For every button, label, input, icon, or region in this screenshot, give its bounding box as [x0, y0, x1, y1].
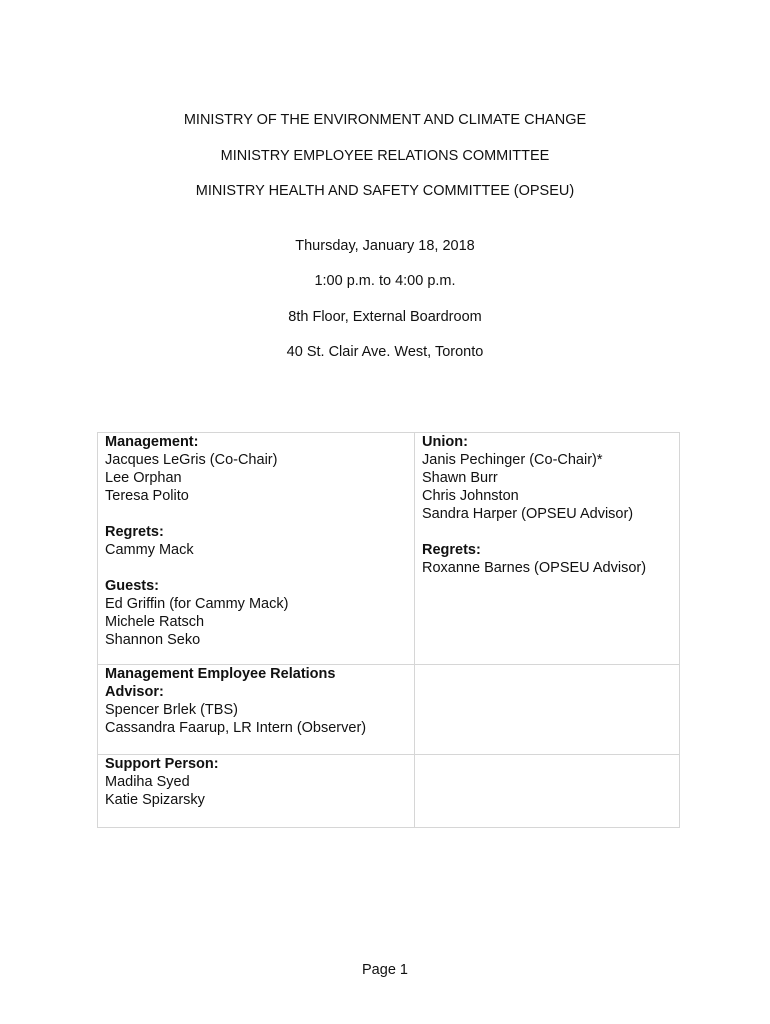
- support-cell: [98, 755, 415, 828]
- empty-cell: [415, 755, 680, 828]
- list-item: Spencer Brlek (TBS): [105, 702, 238, 718]
- meeting-date: Thursday, January 18, 2018: [295, 238, 475, 254]
- advisor-heading-continued: Advisor:: [105, 684, 164, 700]
- list-item: Sandra Harper (OPSEU Advisor): [422, 506, 634, 522]
- list-item: Katie Spizarsky: [105, 792, 205, 808]
- meeting-room: 8th Floor, External Boardroom: [288, 309, 482, 325]
- committee-title-2: MINISTRY HEALTH AND SAFETY COMMITTEE (OPSEU): [195, 183, 575, 199]
- union-regrets-heading: Regrets:: [422, 542, 481, 558]
- list-item: Roxanne Barnes (OPSEU Advisor): [422, 560, 647, 576]
- union-cell: [415, 433, 680, 665]
- meeting-time: 1:00 p.m. to 4:00 p.m.: [314, 273, 456, 289]
- table-row: [98, 755, 680, 828]
- list-item: Madiha Syed: [105, 774, 190, 790]
- management-regrets-heading: Regrets:: [105, 524, 164, 540]
- list-item: Shannon Seko: [105, 632, 201, 648]
- list-item: Cassandra Faarup, LR Intern (Observer): [105, 720, 367, 736]
- management-cell: [98, 433, 415, 665]
- page-number: Page 1: [362, 962, 408, 978]
- list-item: Teresa Polito: [105, 488, 189, 504]
- meeting-address: 40 St. Clair Ave. West, Toronto: [286, 344, 484, 360]
- list-item: Chris Johnston: [422, 488, 519, 504]
- committee-title-1: MINISTRY EMPLOYEE RELATIONS COMMITTEE: [220, 148, 550, 164]
- list-item: Shawn Burr: [422, 470, 498, 486]
- attendance-table: [97, 432, 680, 828]
- advisor-cell: [98, 665, 415, 755]
- union-heading: Union:: [422, 434, 468, 450]
- table-row: [98, 665, 680, 755]
- management-heading: Management:: [105, 434, 199, 450]
- list-item: Janis Pechinger (Co-Chair)*: [422, 452, 603, 468]
- list-item: Michele Ratsch: [105, 614, 205, 630]
- ministry-title: MINISTRY OF THE ENVIRONMENT AND CLIMATE CHANGE: [183, 112, 587, 128]
- guests-heading: Guests:: [105, 578, 159, 594]
- advisor-heading: Management Employee Relations: [105, 666, 336, 682]
- support-heading: Support Person:: [105, 756, 219, 772]
- table-row: [98, 433, 680, 665]
- list-item: Lee Orphan: [105, 470, 182, 486]
- list-item: Jacques LeGris (Co-Chair): [105, 452, 278, 468]
- list-item: Cammy Mack: [105, 542, 194, 558]
- list-item: Ed Griffin (for Cammy Mack): [105, 596, 289, 612]
- empty-cell: [415, 665, 680, 755]
